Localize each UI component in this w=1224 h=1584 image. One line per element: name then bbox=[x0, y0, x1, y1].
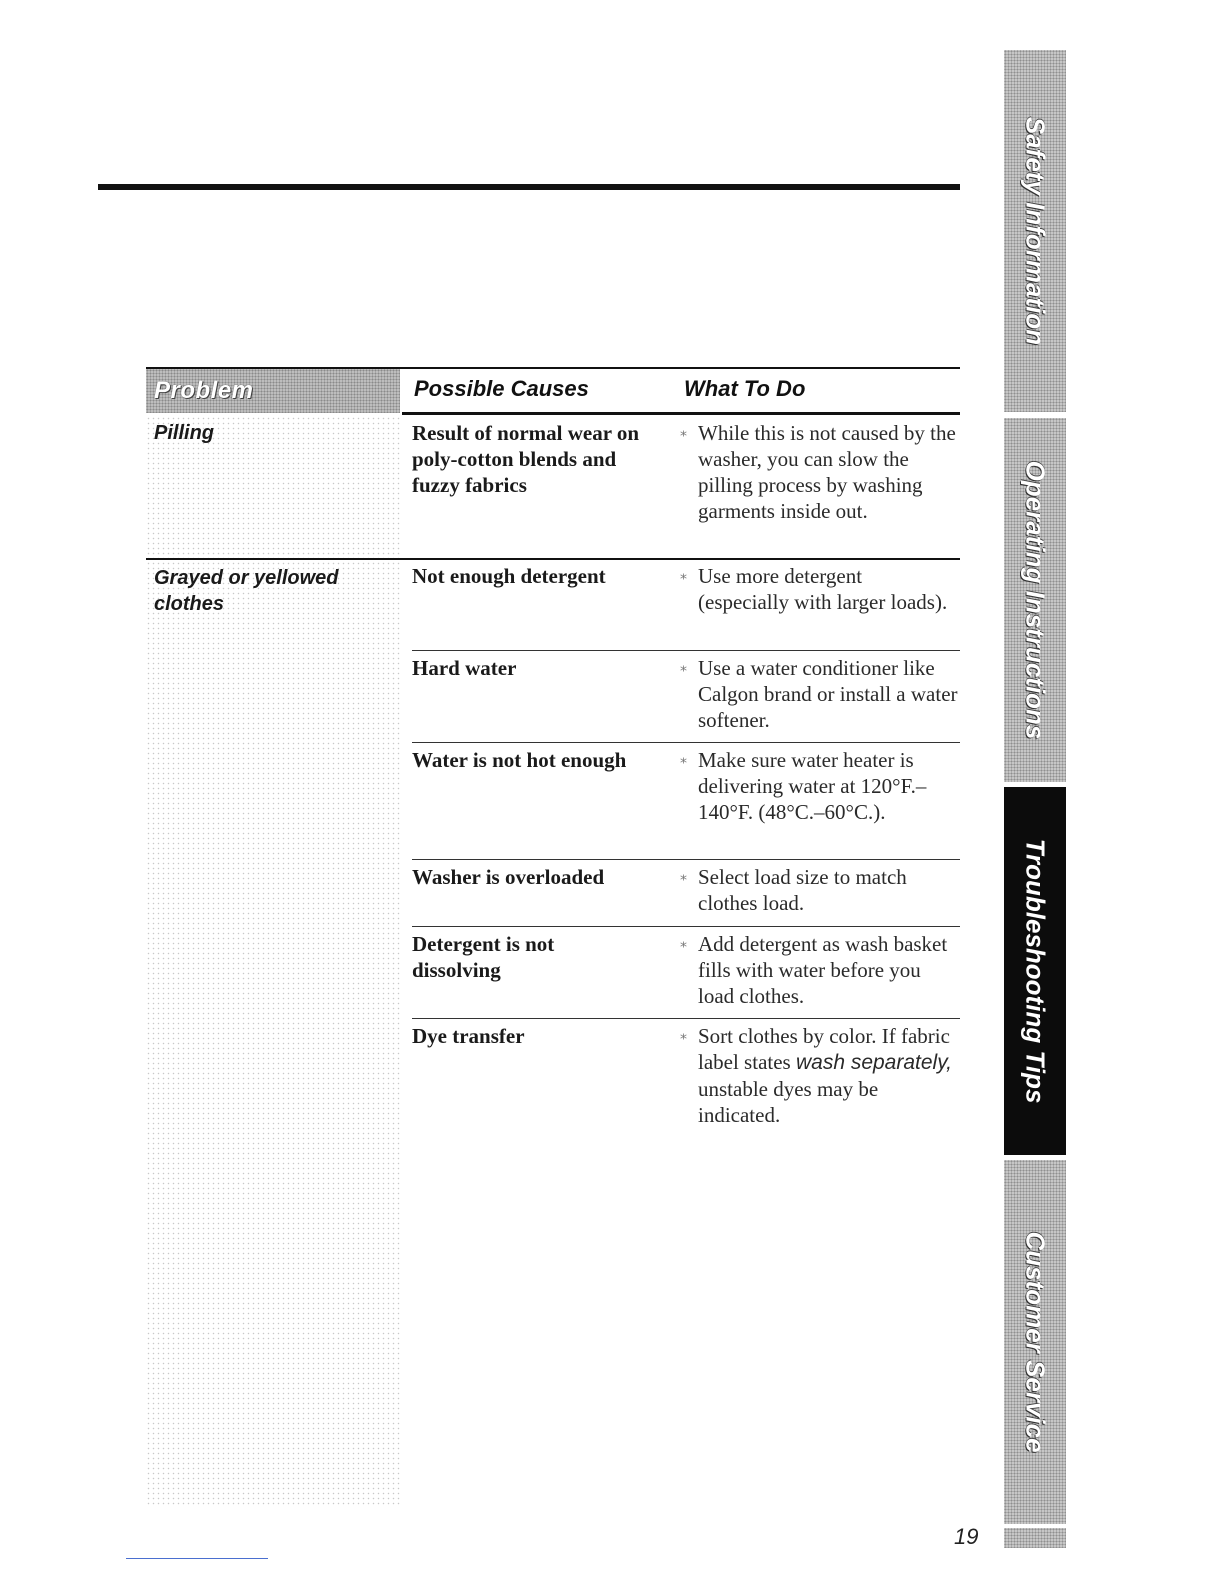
row-rule bbox=[412, 742, 960, 743]
side-tab-label: Operating Instructions bbox=[1020, 460, 1051, 740]
todo-text bbox=[680, 655, 958, 733]
todo-text bbox=[680, 563, 958, 615]
side-tab-troubleshooting-tips[interactable] bbox=[1004, 787, 1066, 1155]
problem-column-header bbox=[146, 369, 400, 413]
todo-text bbox=[680, 420, 958, 524]
todo-text bbox=[680, 1023, 958, 1128]
top-rule bbox=[98, 184, 960, 190]
bullet-icon: ⁎ bbox=[680, 568, 687, 583]
side-tab-bottom-strip bbox=[1004, 1528, 1066, 1548]
problem-cell-pilling bbox=[146, 416, 400, 558]
bullet-icon: ⁎ bbox=[680, 869, 687, 884]
side-tab-label: Customer Service bbox=[1020, 1231, 1051, 1453]
bullet-icon: ⁎ bbox=[680, 425, 687, 440]
todo-text bbox=[680, 747, 958, 825]
bullet-icon: ⁎ bbox=[680, 660, 687, 675]
cause-text: Result of normal wear on poly-cotton blends and fuzzy fabrics bbox=[412, 421, 640, 497]
todo-body: While this is not caused by the washer, you can slow the pilling process by washing garments inside out. bbox=[698, 421, 956, 523]
cause-text: Water is not hot enough bbox=[412, 748, 627, 772]
todo-body-post: unstable dyes may be indicated. bbox=[698, 1077, 879, 1127]
todo-body: Make sure water heater is delivering water at 120°F.–140°F. (48°C.–60°C.). bbox=[698, 748, 927, 824]
page-number: 19 bbox=[954, 1524, 979, 1549]
cause-text: Detergent is not dissolving bbox=[412, 932, 555, 982]
problem-name: Pilling bbox=[154, 422, 214, 444]
todo-body bbox=[698, 1023, 958, 1128]
todo-body-italic: wash separately, bbox=[795, 1051, 952, 1074]
possible-causes-header: Possible Causes bbox=[414, 376, 589, 401]
todo-body: Use more detergent (especially with larger loads). bbox=[698, 564, 948, 614]
bullet-icon: ⁎ bbox=[680, 752, 687, 767]
side-tab-safety-information[interactable] bbox=[1004, 50, 1066, 412]
todo-body-pre: Sort clothes by color. If fabric label states bbox=[698, 1024, 950, 1074]
cause-text: Washer is overloaded bbox=[412, 865, 605, 889]
problem-divider bbox=[146, 558, 960, 560]
todo-text bbox=[680, 931, 958, 1009]
bullet-icon: ⁎ bbox=[680, 1028, 687, 1043]
todo-body: Add detergent as wash basket fills with water before you load clothes. bbox=[698, 932, 948, 1008]
cause-text: Not enough detergent bbox=[412, 564, 606, 588]
problem-name: Grayed or yellowed clothes bbox=[154, 567, 339, 615]
side-tab-customer-service[interactable] bbox=[1004, 1160, 1066, 1524]
todo-body: Use a water conditioner like Calgon brand or install a water softener. bbox=[698, 656, 958, 732]
side-tab-operating-instructions[interactable] bbox=[1004, 418, 1066, 782]
side-tab-label: Troubleshooting Tips bbox=[1020, 838, 1051, 1104]
row-rule bbox=[412, 926, 960, 927]
side-tab-label: Safety Information bbox=[1020, 116, 1051, 346]
what-to-do-header: What To Do bbox=[684, 376, 806, 401]
row-rule bbox=[412, 859, 960, 860]
row-rule bbox=[412, 1018, 960, 1019]
header-under-rule bbox=[402, 412, 960, 415]
todo-text bbox=[680, 864, 958, 916]
problem-cell-grayed bbox=[146, 561, 400, 1505]
cause-text: Hard water bbox=[412, 656, 517, 680]
bottom-link-underline bbox=[126, 1558, 268, 1559]
todo-body: Select load size to match clothes load. bbox=[698, 865, 907, 915]
bullet-icon: ⁎ bbox=[680, 936, 687, 951]
row-rule bbox=[412, 650, 960, 651]
cause-text: Dye transfer bbox=[412, 1024, 525, 1048]
problem-header-label: Problem bbox=[154, 377, 254, 404]
